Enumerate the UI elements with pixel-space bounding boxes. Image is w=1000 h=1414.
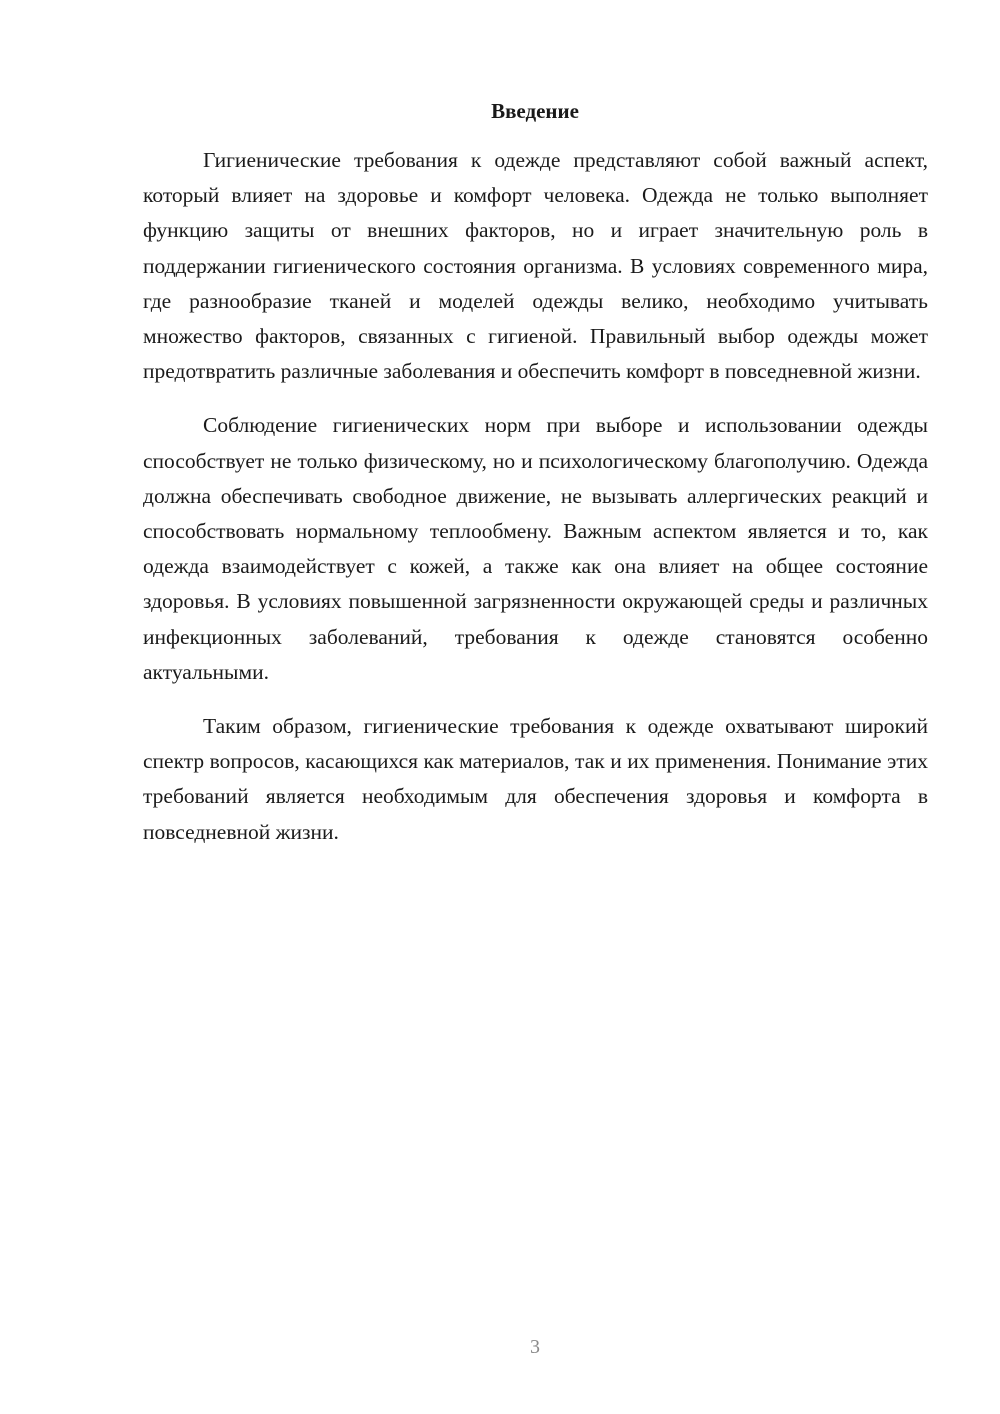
paragraph-3: Таким образом, гигиенические требования к одежде охватывают широкий спектр вопросов, касающихся как материалов, так и их применения. Понимание этих требований является необходимым для обеспечения здоровья и комфорта в повседневной жизни.	[143, 714, 928, 844]
paragraph-1: Гигиенические требования к одежде представляют собой важный аспект, который влияет на здоровье и комфорт человека. Одежда не только выполняет функцию защиты от внешних факторов, но и играет значительную роль в поддержании гигиенического состояния организма. В условиях современного мира, где разнообразие тканей и моделей одежды велико, необходимо учитывать множество факторов, связанных с гигиеной. Правильный выбор одежды может предотвратить различные заболевания и обеспечить комфорт в повседневной жизни.	[143, 148, 928, 384]
paragraph-2: Соблюдение гигиенических норм при выборе и использовании одежды способствует не только физическому, но и психологическому благополучию. Одежда должна обеспечивать свободное движение, не вызывать аллергических реакций и способствовать нормальному теплообмену. Важным аспектом является и то, как одежда взаимодействует с кожей, а также как она влияет на общее состояние здоровья. В условиях повышенной загрязненности окружающей среды и различных инфекционных заболеваний, требования к одежде становятся особенно актуальными.	[143, 413, 928, 684]
body-text	[143, 143, 928, 869]
section-heading: Введение	[491, 99, 579, 123]
page-number: 3	[530, 1336, 540, 1358]
